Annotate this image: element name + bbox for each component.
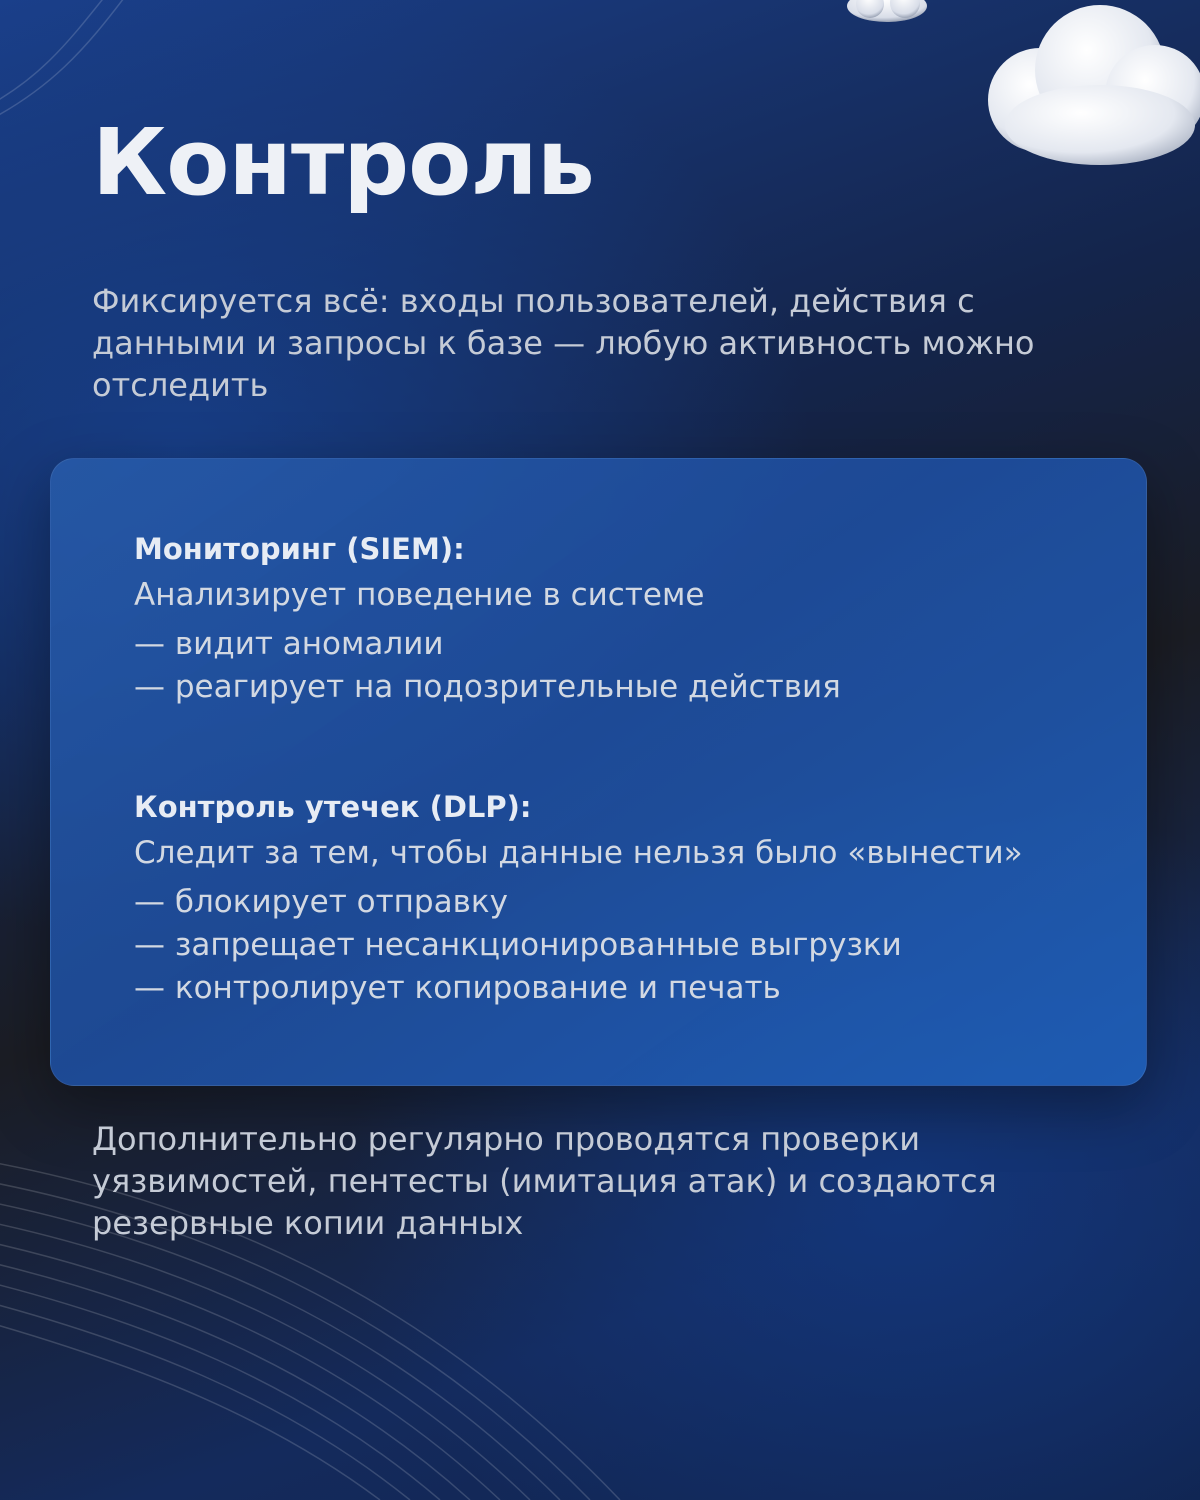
list-item: — запрещает несанкционированные выгрузки [134,927,902,963]
page-title: Контроль [92,109,594,216]
cloud-small-icon [845,0,930,28]
section-dlp [134,787,1124,1010]
bullet-list [134,881,1124,1010]
intro-text: Фиксируется всё: входы пользователей, действия с данными и запросы к базе — любую активность можно отследить [92,282,1035,404]
bullet-list [134,623,1124,709]
footer-text: Дополнительно регулярно проводятся проверки уязвимостей, пентесты (имитация атак) и создаются резервные копии данных [92,1120,997,1242]
section-siem [134,529,1124,709]
list-item: — реагирует на подозрительные действия [134,669,841,705]
list-item: — видит аномалии [134,626,444,662]
section-title: Контроль утечек (DLP): [134,790,532,824]
section-description: Анализирует поведение в системе [134,577,705,613]
section-title: Мониторинг (SIEM): [134,532,465,566]
section-description: Следит за тем, чтобы данные нельзя было «вынести» [134,835,1023,871]
info-card [50,458,1147,1086]
list-item: — контролирует копирование и печать [134,970,781,1006]
cloud-icon [980,0,1200,180]
list-item: — блокирует отправку [134,884,508,920]
